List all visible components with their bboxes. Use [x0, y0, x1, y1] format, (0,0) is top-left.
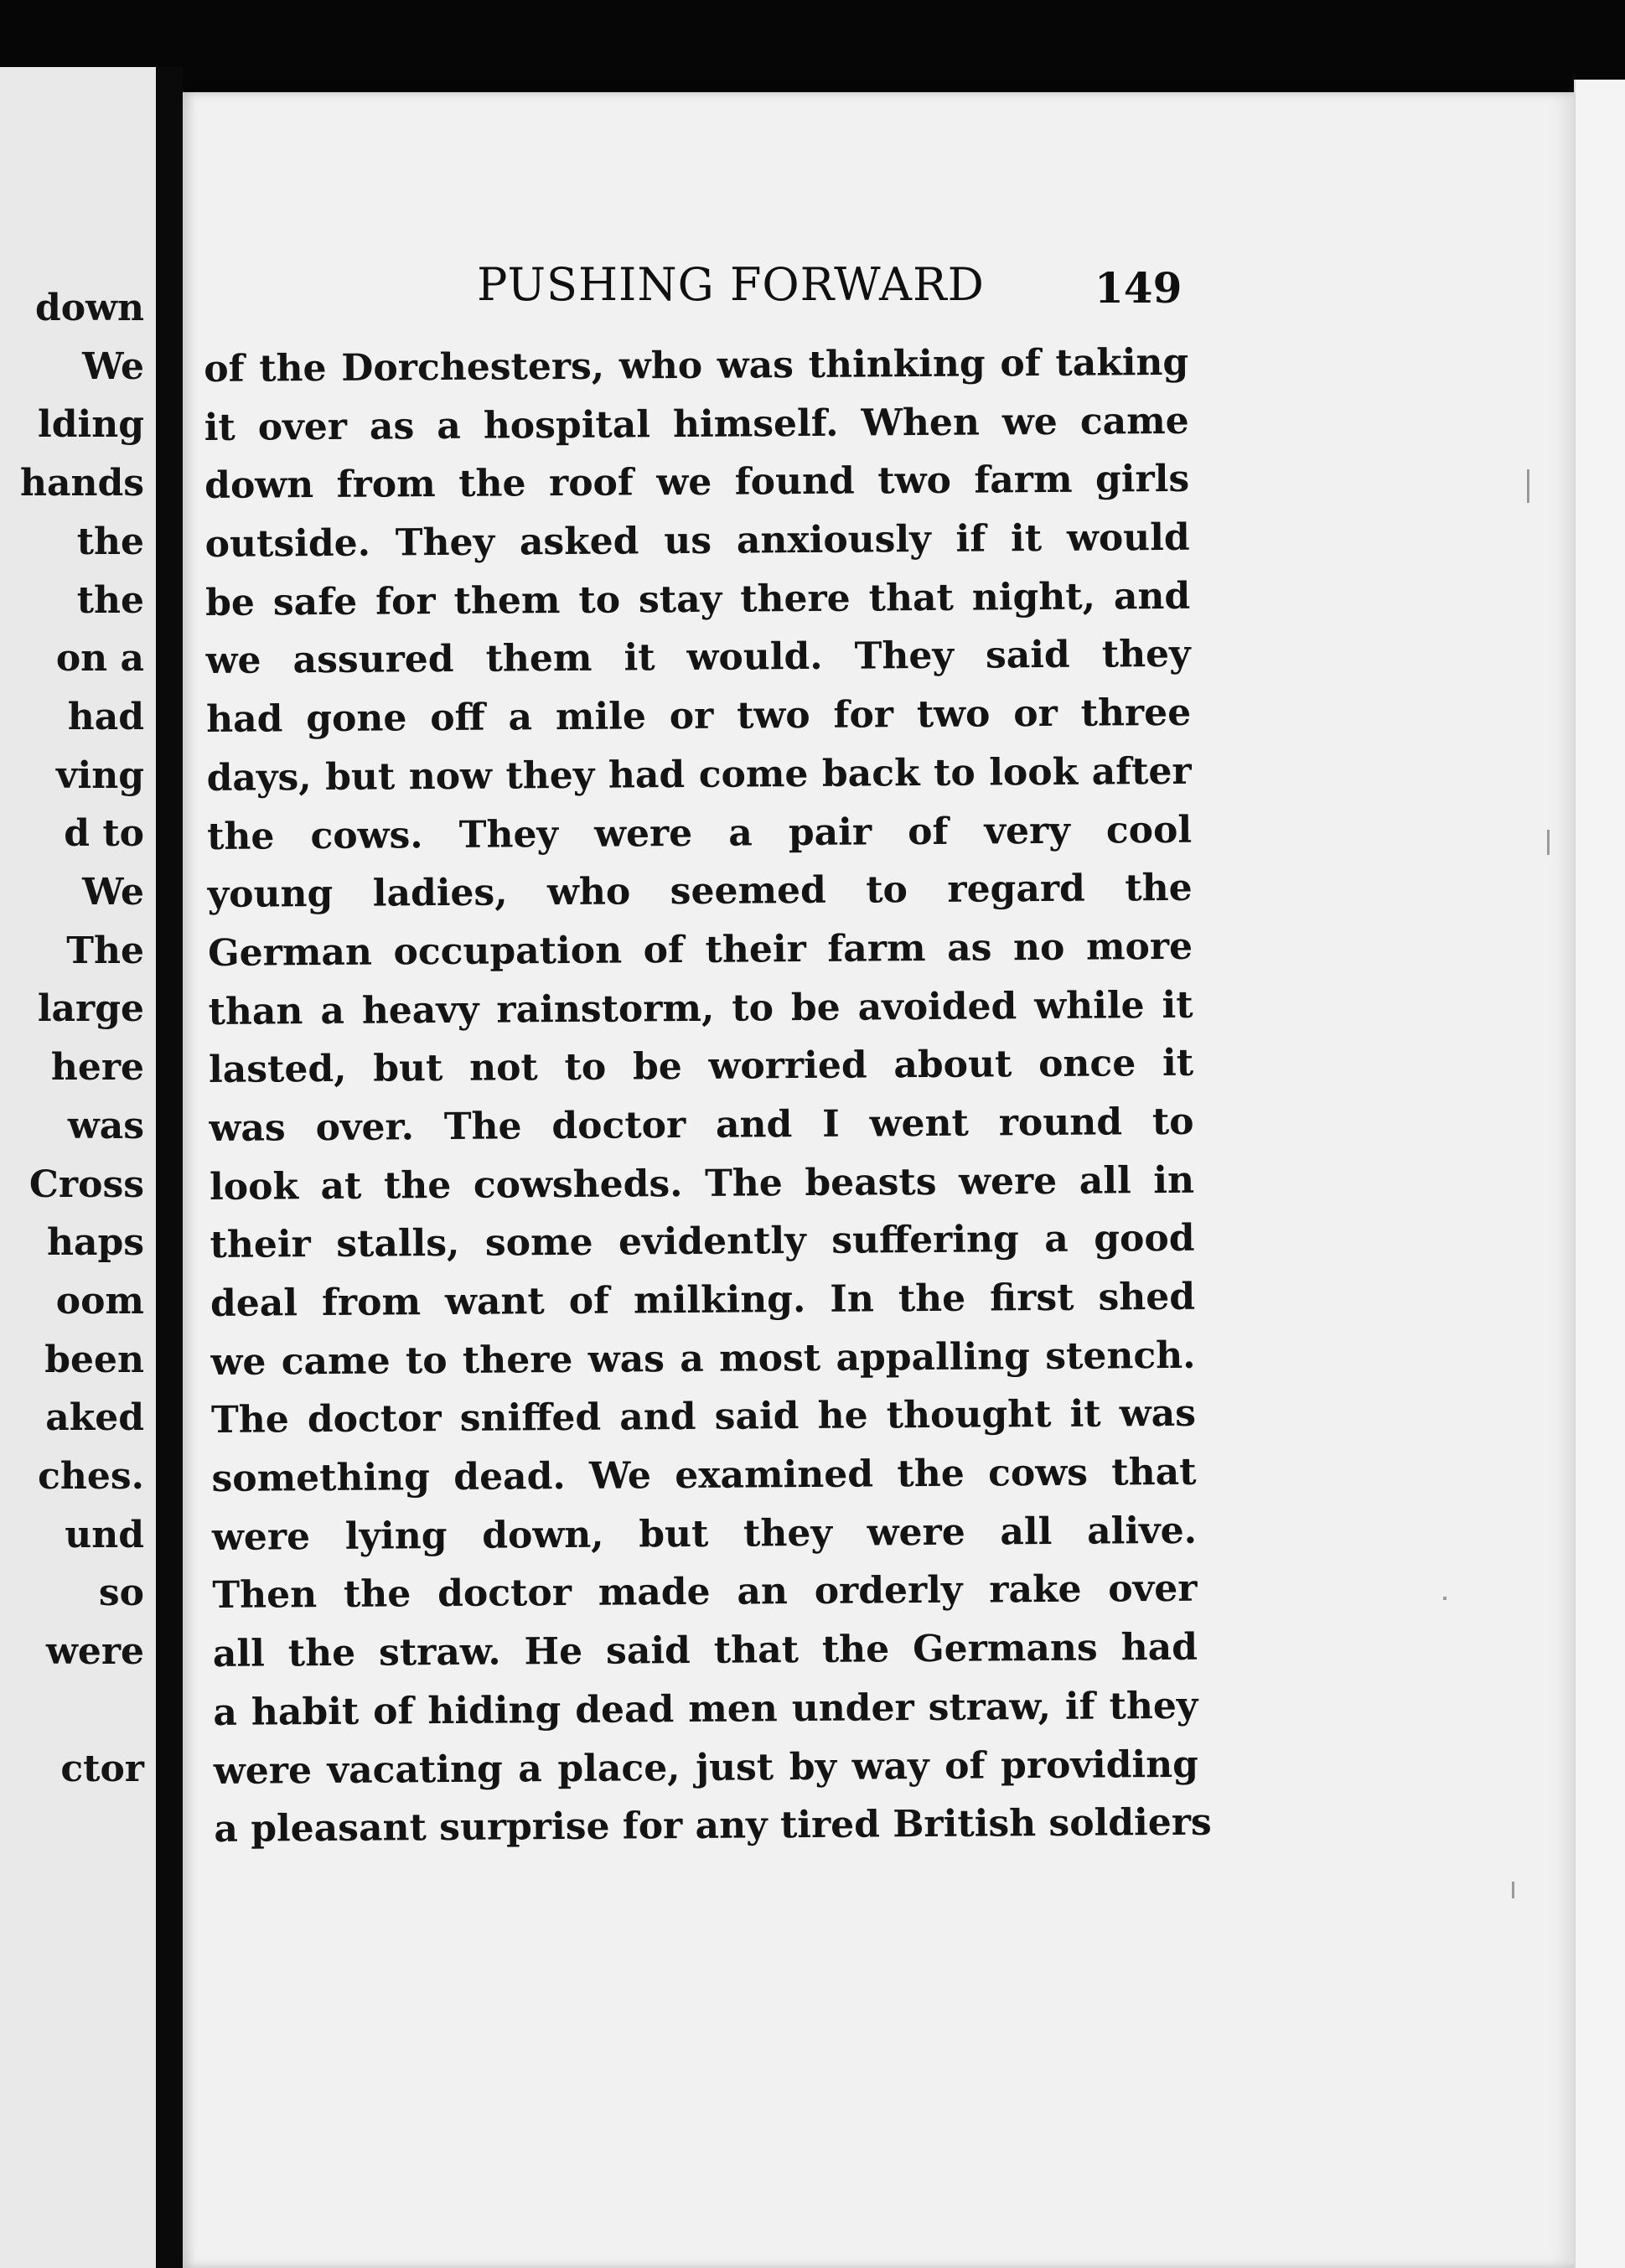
text-line: deal from want of milking. In the first shed [210, 1275, 1196, 1325]
facing-page-line-fragment: oom [55, 1279, 144, 1323]
text-line: young ladies, who seemed to regard the [207, 866, 1193, 917]
facing-page-text [20, 279, 144, 1798]
text-line: The doctor sniffed and said he thought it was [210, 1392, 1197, 1442]
text-line: was over. The doctor and I went round to [209, 1100, 1194, 1150]
text-line: look at the cowsheds. The beasts were all in [209, 1158, 1195, 1209]
text-line: their stalls, some evidently suffering a good [210, 1217, 1195, 1267]
facing-page-line-fragment: the [76, 578, 144, 622]
facing-page-line-fragment: We [82, 344, 144, 388]
text-line: a habit of hiding dead men under straw, if they [213, 1684, 1198, 1734]
facing-page-line-fragment: here [50, 1046, 144, 1090]
facing-page-line-fragment: so [98, 1572, 144, 1615]
text-line: were lying down, but they were all alive. [211, 1509, 1198, 1559]
book-gutter [156, 67, 183, 2268]
facing-page-line-fragment: The [66, 929, 144, 972]
running-head: PUSHING FORWARD [477, 258, 985, 311]
text-line: we came to there was a most appalling stench. [210, 1333, 1196, 1384]
facing-page-line-fragment: on a [55, 637, 144, 681]
scan-top-border [0, 0, 1625, 80]
text-line: German occupation of their farm as no more [207, 924, 1193, 975]
text-line: it over as a hospital himself. When we came [204, 399, 1189, 449]
page-speck [1512, 1882, 1514, 1898]
facing-page-line-fragment: been [44, 1338, 144, 1381]
text-line: were vacating a place, just by way of providing [213, 1742, 1199, 1793]
body-text [204, 334, 1212, 1859]
text-line: lasted, but not to be worried about once it [208, 1042, 1194, 1092]
text-line: be safe for them to stay there that night, and [205, 574, 1191, 624]
facing-page-left [0, 67, 156, 2268]
text-line: all the straw. He said that the Germans had [212, 1625, 1198, 1676]
page-speck [1443, 1597, 1446, 1600]
facing-page-line-fragment: had [67, 695, 144, 738]
facing-page-line-fragment: ving [55, 753, 144, 797]
page-speck [1547, 830, 1550, 855]
text-line: a pleasant surprise for any tired British soldiers [214, 1800, 1212, 1851]
text-line: Then the doctor made an orderly rake over [212, 1567, 1198, 1618]
facing-page-line-fragment: the [76, 520, 144, 563]
facing-page-line-fragment: ches. [38, 1455, 144, 1499]
facing-page-line-fragment: large [37, 987, 144, 1031]
text-line: days, but now they had come back to look after [206, 749, 1192, 800]
facing-page-line-fragment: Cross [28, 1162, 144, 1206]
facing-page-line-fragment: We [82, 871, 144, 914]
facing-page-line-fragment: d to [64, 812, 144, 856]
text-line: we assured them it would. They said they [205, 633, 1191, 683]
text-line: had gone off a mile or two for two or three [205, 691, 1192, 742]
text-line: down from the roof we found two farm girls [204, 458, 1190, 508]
facing-page-line-fragment: aked [45, 1396, 144, 1440]
facing-page-line-fragment: hands [19, 462, 144, 505]
text-line: the cows. They were a pair of very cool [206, 808, 1193, 858]
facing-page-line-fragment: down [35, 287, 144, 329]
facing-page-line-fragment: lding [38, 403, 144, 447]
page-number: 149 [1095, 263, 1183, 313]
text-line: of the Dorchesters, who was thinking of taking [204, 340, 1189, 391]
text-line: outside. They asked us anxiously if it would [204, 515, 1190, 567]
facing-page-line-fragment: was [67, 1104, 144, 1147]
facing-page-line-fragment: ctor [60, 1747, 144, 1790]
page-edge [1574, 80, 1625, 2268]
facing-page-line-fragment: were [45, 1630, 144, 1674]
facing-page-line-fragment: und [65, 1513, 144, 1556]
text-line: than a heavy rainstorm, to be avoided while it [208, 983, 1193, 1033]
facing-page-line-fragment: haps [46, 1221, 144, 1265]
page-speck [1527, 469, 1529, 503]
text-line: something dead. We examined the cows that [211, 1450, 1197, 1501]
